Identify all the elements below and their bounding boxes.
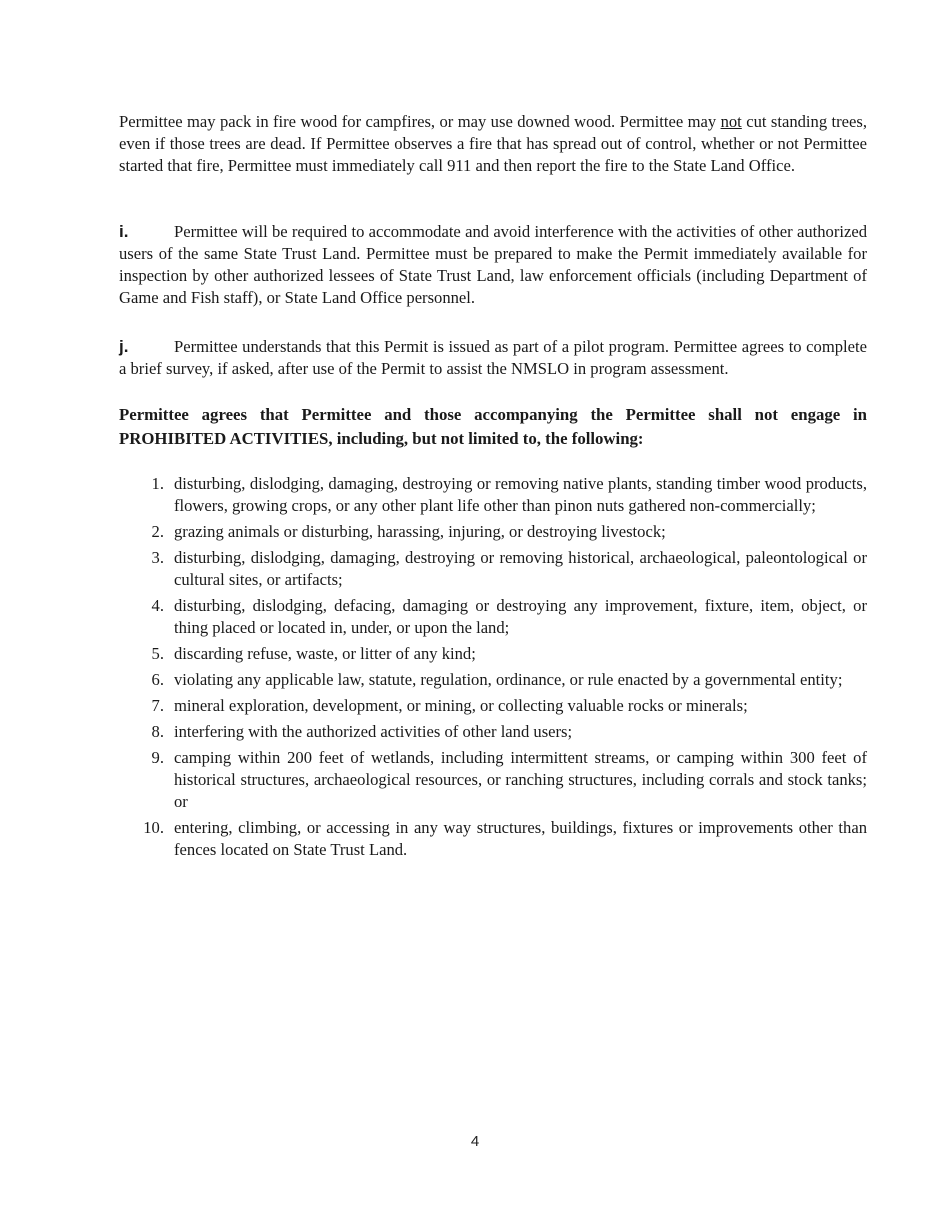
list-item: 10. entering, climbing, or accessing in any way structures, buildings, fixtures or improvements other than fences located on State Trust Land. (143, 818, 867, 859)
page-number: 4 (470, 1133, 480, 1150)
list-item: 7. mineral exploration, development, or mining, or collecting valuable rocks or minerals; (151, 696, 748, 715)
paragraph-i-text: Permittee will be required to accommodate and avoid interference with the activities of other authorized users of the same State Trust Land. Permittee must be prepared to make the Permit immediately available for inspection by other authorized lessees of State Trust Land, law enforcement officials (including Department of Game and Fish staff), or State Land Office personnel. (119, 222, 867, 307)
list-item: 5. discarding refuse, waste, or litter of any kind; (151, 644, 476, 663)
list-item: 3. disturbing, dislodging, damaging, destroying or removing historical, archaeological, paleontological or cultural sites, or artifacts; (151, 548, 867, 589)
paragraph-j (119, 336, 867, 380)
list-item: 6. violating any applicable law, statute, regulation, ordinance, or rule enacted by a governmental entity; (151, 670, 843, 689)
list-item: 1. disturbing, dislodging, damaging, destroying or removing native plants, standing timber wood products, flowers, growing crops, or any other plant life other than pinon nuts gathered non-commercially; (151, 474, 867, 515)
list-item: 4. disturbing, dislodging, defacing, damaging or destroying any improvement, fixture, item, object, or thing placed or located in, under, or upon the land; (151, 596, 867, 637)
list-item: 8. interfering with the authorized activities of other land users; (151, 722, 573, 741)
prohibited-heading: Permittee agrees that Permittee and those accompanying the Permittee shall not engage in PROHIBITED ACTIVITIES, including, but not limited to, the following: (119, 405, 867, 448)
paragraph-j-label: j. (119, 337, 129, 356)
paragraph-i-label: i. (119, 222, 129, 241)
paragraph-fire-wood: Permittee may pack in fire wood for campfires, or may use downed wood. Permittee may not cut standing trees, even if those trees are dead. If Permittee observes a fire that has spread out of control, whether or not Permittee started that fire, Permittee must immediately call 911 and then report the fire to the State Land Office. (119, 112, 867, 175)
paragraph-j-text: Permittee understands that this Permit is issued as part of a pilot program. Permittee agrees to complete a brief survey, if asked, after use of the Permit to assist the NMSLO in program assessment. (119, 337, 867, 378)
underlined-not: not (720, 112, 742, 131)
paragraph-i (119, 221, 867, 309)
list-item: 2. grazing animals or disturbing, harassing, injuring, or destroying livestock; (151, 522, 666, 541)
list-item: 9. camping within 200 feet of wetlands, including intermittent streams, or camping within 300 feet of historical structures, archaeological resources, or ranching structures, including corrals and stock tanks; or (151, 748, 867, 811)
prohibited-activities-list (119, 473, 867, 865)
